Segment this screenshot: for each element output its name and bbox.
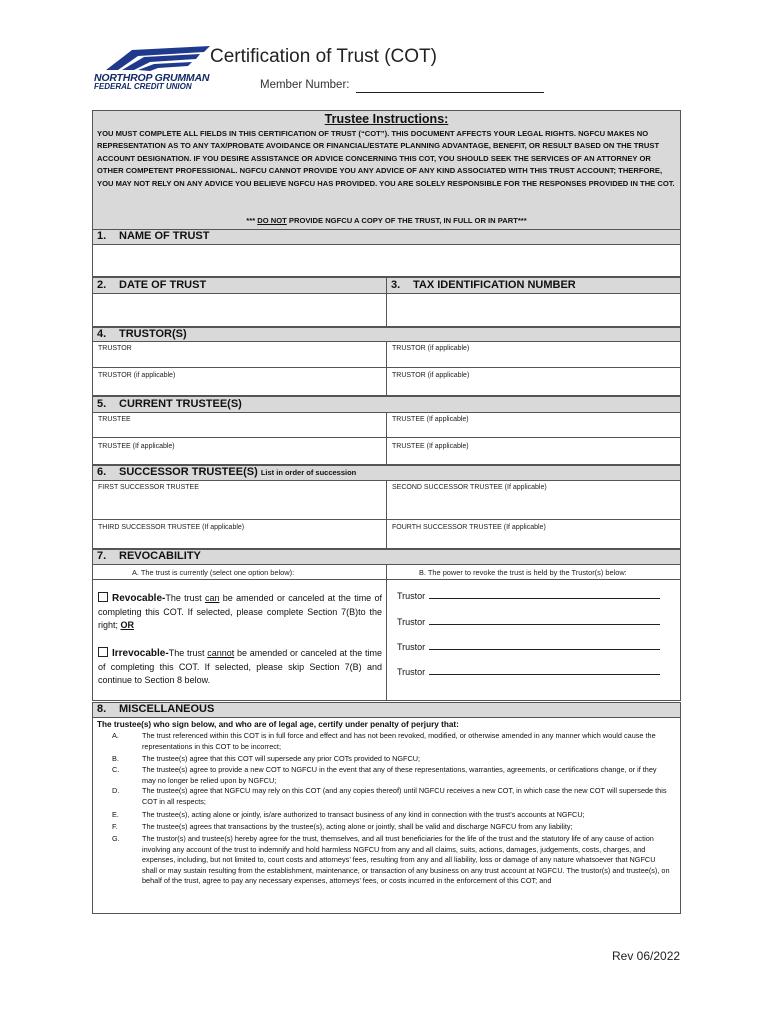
misc-item-f: F. The trustee(s) agrees that transactions by the trustee(s), acting alone or jointly, shall be valid and discharge NGFCU from any liability; <box>112 822 573 831</box>
revoke-trustor-field-2[interactable] <box>429 624 660 625</box>
instructions-note <box>92 216 681 225</box>
successor-trustee-field-3[interactable]: THIRD SUCCESSOR TRUSTEE (If applicable) <box>92 519 387 549</box>
misc-item-g: G. The trustor(s) and trustee(s) hereby agree for the trust, themselves, and all trust beneficiaries for the life of the trust and the statutory life of any cause of action involving any account of the trust to indemnify and hold harmless NGFCU from any and all claims, suits, actions, damages, judgements, costs, charges, and expenses, including, but not limited to, court costs and attorneys’ fees, resulting from any and all liability, loss or damage of any nature whatsoever that NGFCU shall or may sustain resulting from the establishment, maintenance, or transaction of any business on any trust account at NGFCU. The trustor(s) and trustee(s), on behalf of the trust, agree to pay any necessary expenses, attorneys’ fees, or costs incurred in the enforcement of this COT; and <box>112 834 670 886</box>
revocability-col-a: A. The trust is currently (select one option below): <box>132 568 295 577</box>
revoke-trustor-label-4: Trustor <box>397 667 426 677</box>
trustee-field-3[interactable]: TRUSTEE (If applicable) <box>92 437 387 465</box>
note-suffix: PROVIDE NGFCU A COPY OF THE TRUST, IN FULL OR IN PART*** <box>286 216 527 225</box>
section-3-title: 3. TAX IDENTIFICATION NUMBER <box>391 279 576 291</box>
revocable-option[interactable]: Revocable-The trust can be amended or canceled at the time of completing this COT. If selected, please complete Section 7(B)to the right; OR <box>98 593 382 630</box>
misc-item-e: E. The trustee(s), acting alone or jointly, is/are authorized to transact business of any kind in connection with the trust’s accounts at NGFCU; <box>112 810 585 819</box>
revision-label: Rev 06/2022 <box>612 949 681 963</box>
tax-id-field[interactable] <box>386 293 681 327</box>
ngfcu-logo <box>92 44 210 94</box>
member-number-label: Member Number: <box>260 79 350 91</box>
trust-name-field[interactable] <box>92 244 681 277</box>
irrevocable-checkbox[interactable] <box>98 647 108 657</box>
trustor-field-1[interactable]: TRUSTOR <box>92 341 387 368</box>
trustor-field-4[interactable]: TRUSTOR (if applicable) <box>386 367 681 396</box>
member-number-field[interactable] <box>356 92 544 93</box>
revocability-col-b: B. The power to revoke the trust is held by the Trustor(s) below: <box>419 568 627 577</box>
trustee-field-1[interactable]: TRUSTEE <box>92 412 387 438</box>
logo-name: NORTHROP GRUMMAN <box>94 72 210 84</box>
section-4-title: 4. TRUSTOR(S) <box>97 328 187 340</box>
revocable-checkbox[interactable] <box>98 592 108 602</box>
revoke-trustor-field-1[interactable] <box>429 598 660 599</box>
logo-subname: FEDERAL CREDIT UNION <box>94 82 192 91</box>
revoke-trustor-field-3[interactable] <box>429 649 660 650</box>
successor-trustee-field-1[interactable]: FIRST SUCCESSOR TRUSTEE <box>92 480 387 520</box>
misc-item-d: D. The trustee(s) agree that NGFCU may rely on this COT (and any copies thereof) until NGFCU receives a new COT, in which case the new COT will supersede this COT in all respects; <box>112 786 667 806</box>
section-5-title: 5. CURRENT TRUSTEE(S) <box>97 398 242 410</box>
section-6-title: 6. SUCCESSOR TRUSTEE(S) List in order of succession <box>97 466 357 478</box>
irrevocable-option[interactable]: Irrevocable-The trust cannot be amended or canceled at the time of completing this COT. If selected, please skip Section 7(B) and continue to Section 8 below. <box>98 648 383 685</box>
trustee-field-2[interactable]: TRUSTEE (If applicable) <box>386 412 681 438</box>
instructions-body: YOU MUST COMPLETE ALL FIELDS IN THIS CERTIFICATION OF TRUST (“COT”). THIS DOCUMENT AFFECTS YOUR LEGAL RIGHTS. NGFCU MAKES NO REPRESENTATION AS TO ANY TAX/PROBATE AVOIDANCE OR FINANCIAL/ESTATE PLANNING ADVANTAGE, BENEFIT, OR RESULT BASED ON THE TRUST ACCOUNT DESIGNATION. IF YOU DESIRE ASSISTANCE OR ADVICE CONCERNING THIS COT, YOU SHOULD SEEK THE SERVICES OF AN ATTORNEY OR OTHER COMPETENT PROFESSIONAL. NGFCU CANNOT PROVIDE YOU ANY ADVICE OF ANY KIND ASSOCIATED WITH THIS TRUST ACCOUNT; THERFORE, YOU MAY NOT RELY ON ANY ADVICE YOU BELIEVE NGFCU HAS PROVIDED. YOU ARE SOLELY RESPONSIBLE FOR THE RESPONSES PROVIDED IN THE COT. <box>97 129 675 188</box>
trust-date-field[interactable] <box>92 293 387 327</box>
misc-item-a: A. The trust referenced within this COT is in full force and effect and has not been revoked, modified, or otherwise amended in any manner which would cause the representations in this COT to be incorrect; <box>112 731 656 751</box>
successor-trustee-field-2[interactable]: SECOND SUCCESSOR TRUSTEE (If applicable) <box>386 480 681 520</box>
section-2-title: 2. DATE OF TRUST <box>97 279 207 291</box>
misc-item-b: B. The trustee(s) agree that this COT will supersede any prior COTs provided to NGFCU; <box>112 754 421 763</box>
revoke-trustor-label-1: Trustor <box>397 591 426 601</box>
section-7-title: 7. REVOCABILITY <box>97 550 201 562</box>
trustor-field-3[interactable]: TRUSTOR (if applicable) <box>92 367 387 396</box>
revoke-trustor-field-4[interactable] <box>429 674 660 675</box>
instructions-title: Trustee Instructions: <box>324 112 449 126</box>
note-emphasis: DO NOT <box>257 216 287 225</box>
page-title: Certification of Trust (COT) <box>210 46 437 67</box>
section-8-title: 8. MISCELLANEOUS <box>97 703 215 715</box>
misc-item-c: C. The trustee(s) agree to provide a new COT to NGFCU in the event that any of these representations, warranties, agreements, or certifications change, or if they may no longer be relied upon by NGFCU; <box>112 765 657 785</box>
trustee-field-4[interactable]: TRUSTEE (If applicable) <box>386 437 681 465</box>
note-prefix: *** <box>246 216 258 225</box>
revoke-trustor-label-2: Trustor <box>397 617 426 627</box>
logo-wing-icon <box>92 44 210 74</box>
successor-trustee-field-4[interactable]: FOURTH SUCCESSOR TRUSTEE (If applicable) <box>386 519 681 549</box>
section-1-title: 1. NAME OF TRUST <box>97 230 210 242</box>
miscellaneous-intro: The trustee(s) who sign below, and who are of legal age, certify under penalty of perjury that: <box>97 720 459 729</box>
trustor-field-2[interactable]: TRUSTOR (if applicable) <box>386 341 681 368</box>
revoke-trustor-label-3: Trustor <box>397 642 426 652</box>
